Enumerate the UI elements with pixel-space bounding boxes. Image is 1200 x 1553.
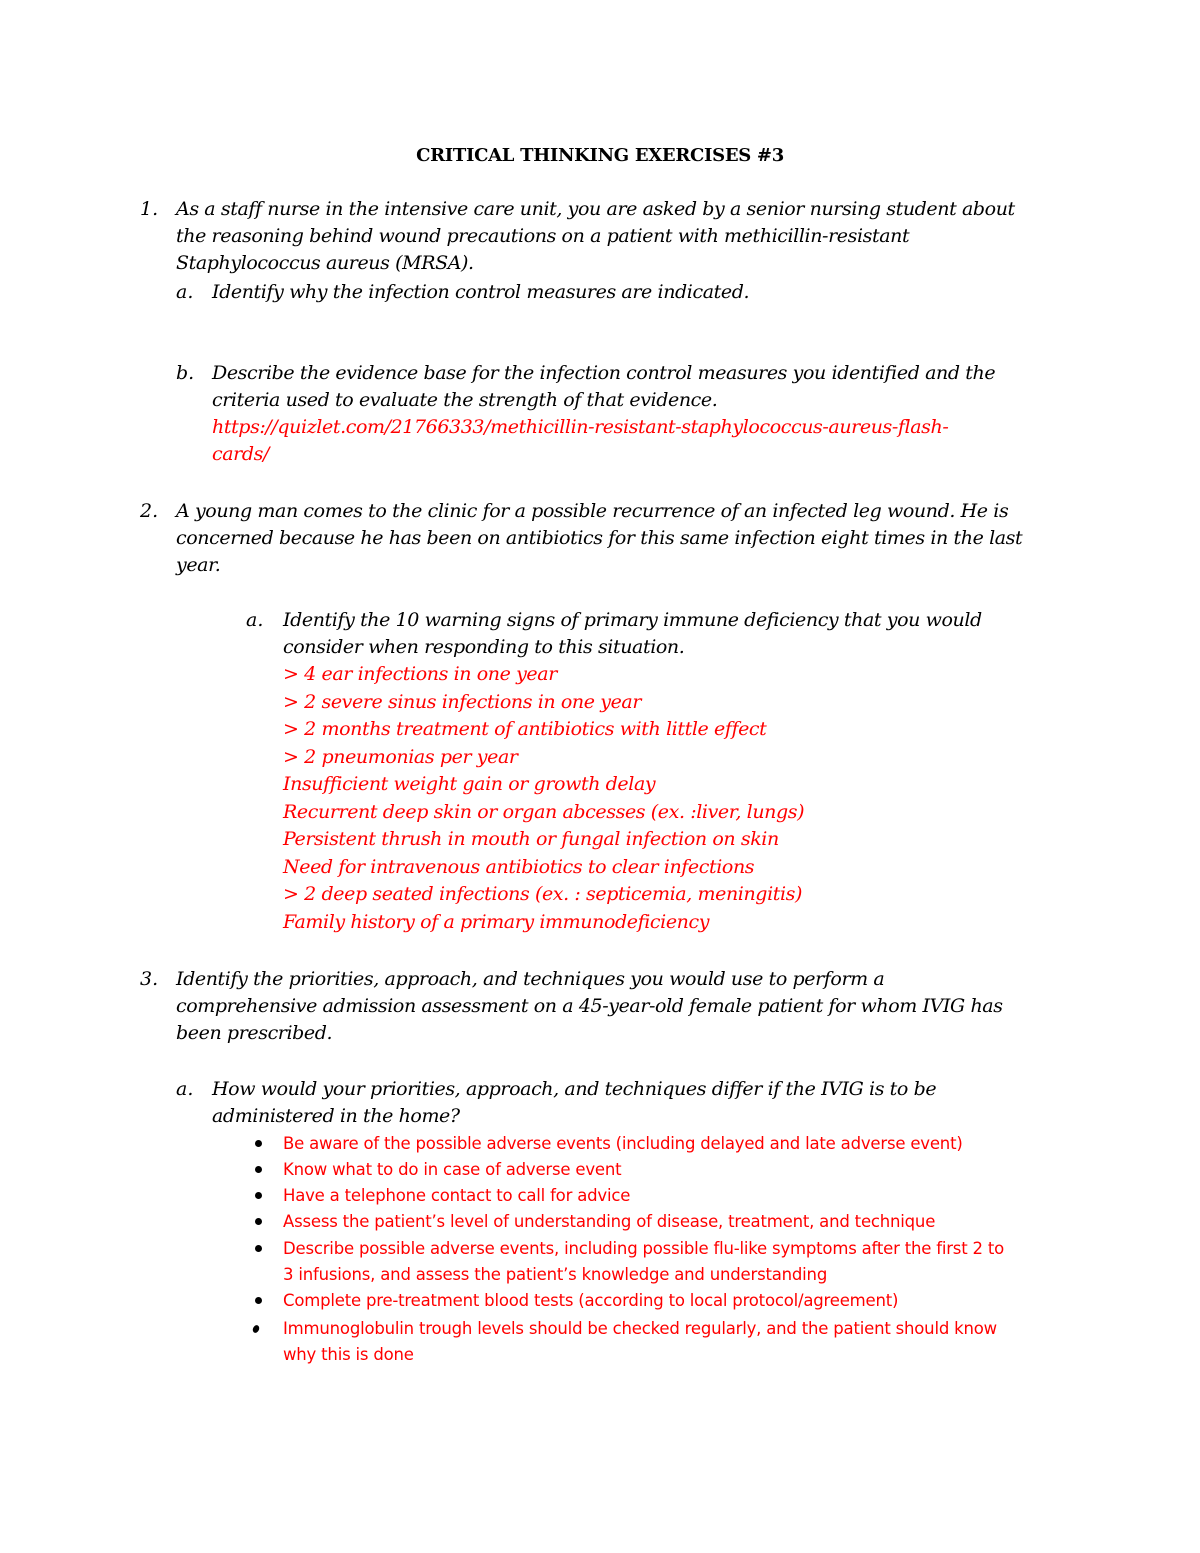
q3a-bullet-text-cont: 3 infusions, and assess the patient’s knowledge and understanding xyxy=(283,1265,828,1284)
q3a-bullet-text: Know what to do in case of adverse event xyxy=(283,1160,622,1179)
q1-line-3: Staphylococcus aureus (MRSA). xyxy=(176,252,474,274)
q2a-answer: > 4 ear infections in one year xyxy=(283,663,557,685)
q2a-line-1: Identify the 10 warning signs of primary immune deficiency that you would xyxy=(283,609,982,631)
q2a-answer: Insufficient weight gain or growth delay xyxy=(283,773,656,795)
q3-number: 3. xyxy=(140,968,159,990)
q1b-line-2: criteria used to evaluate the strength of that evidence. xyxy=(212,389,718,411)
bullet-icon xyxy=(255,1192,262,1199)
q2a-answer: > 2 months treatment of antibiotics with little effect xyxy=(283,718,767,740)
q1a-text: Identify why the infection control measures are indicated. xyxy=(212,281,750,303)
q2-line-3: year. xyxy=(176,554,221,576)
q3a-line-2: administered in the home? xyxy=(212,1105,460,1127)
q1b-answer-link-1[interactable]: https://quizlet.com/21766333/methicillin-resistant-staphylococcus-aureus-flash- xyxy=(212,416,949,438)
q3a-bullet-text-cont: why this is done xyxy=(283,1345,414,1364)
q2-line-2: concerned because he has been on antibiotics for this same infection eight times in the last xyxy=(176,527,1023,549)
q2a-answer: > 2 severe sinus infections in one year xyxy=(283,691,642,713)
q2a-answer: Family history of a primary immunodeficiency xyxy=(283,911,710,933)
q3a-bullet-text: Complete pre-treatment blood tests (according to local protocol/agreement) xyxy=(283,1291,899,1310)
q3-line-3: been prescribed. xyxy=(176,1022,333,1044)
q3-line-1: Identify the priorities, approach, and techniques you would use to perform a xyxy=(176,968,885,990)
q3a-bullet-text: Be aware of the possible adverse events (including delayed and late adverse event) xyxy=(283,1134,963,1153)
bullet-icon xyxy=(255,1166,262,1173)
q2a-marker: a. xyxy=(246,609,264,631)
q1b-answer-link-2[interactable]: cards/ xyxy=(212,443,269,465)
q1b-line-1: Describe the evidence base for the infection control measures you identified and the xyxy=(212,362,996,384)
q2a-answer: > 2 pneumonias per year xyxy=(283,746,518,768)
q1-line-2: the reasoning behind wound precautions on a patient with methicillin-resistant xyxy=(176,225,910,247)
bullet-icon xyxy=(255,1140,262,1147)
q2a-answer: > 2 deep seated infections (ex. : septicemia, meningitis) xyxy=(283,883,803,905)
q3a-line-1: How would your priorities, approach, and techniques differ if the IVIG is to be xyxy=(212,1078,937,1100)
bullet-icon xyxy=(255,1297,262,1304)
q1b-marker: b. xyxy=(176,362,195,384)
bullet-icon xyxy=(255,1245,262,1252)
q2-line-1: A young man comes to the clinic for a possible recurrence of an infected leg wound. He is xyxy=(176,500,1009,522)
q3a-bullet-text: Immunoglobulin trough levels should be checked regularly, and the patient should know xyxy=(283,1319,997,1338)
q1a-marker: a. xyxy=(176,281,194,303)
q3a-bullet-text: Have a telephone contact to call for advice xyxy=(283,1186,631,1205)
q2-number: 2. xyxy=(140,500,159,522)
q1-line-1: As a staff nurse in the intensive care unit, you are asked by a senior nursing student about xyxy=(176,198,1015,220)
q2a-line-2: consider when responding to this situation. xyxy=(283,636,685,658)
q3a-bullet-text: Assess the patient’s level of understanding of disease, treatment, and technique xyxy=(283,1212,936,1231)
q3-line-2: comprehensive admission assessment on a 45-year-old female patient for whom IVIG has xyxy=(176,995,1003,1017)
page-title: CRITICAL THINKING EXERCISES #3 xyxy=(416,145,784,166)
q3a-marker: a. xyxy=(176,1078,194,1100)
q3a-bullet-text: Describe possible adverse events, including possible flu-like symptoms after the first 2 to xyxy=(283,1239,1005,1258)
q2a-answer: Persistent thrush in mouth or fungal infection on skin xyxy=(283,828,779,850)
q2a-answer: Need for intravenous antibiotics to clear infections xyxy=(283,856,755,878)
q2a-answer: Recurrent deep skin or organ abcesses (ex. :liver, lungs) xyxy=(283,801,805,823)
q1-number: 1. xyxy=(140,198,159,220)
bullet-icon xyxy=(252,1324,261,1334)
bullet-icon xyxy=(255,1218,262,1225)
